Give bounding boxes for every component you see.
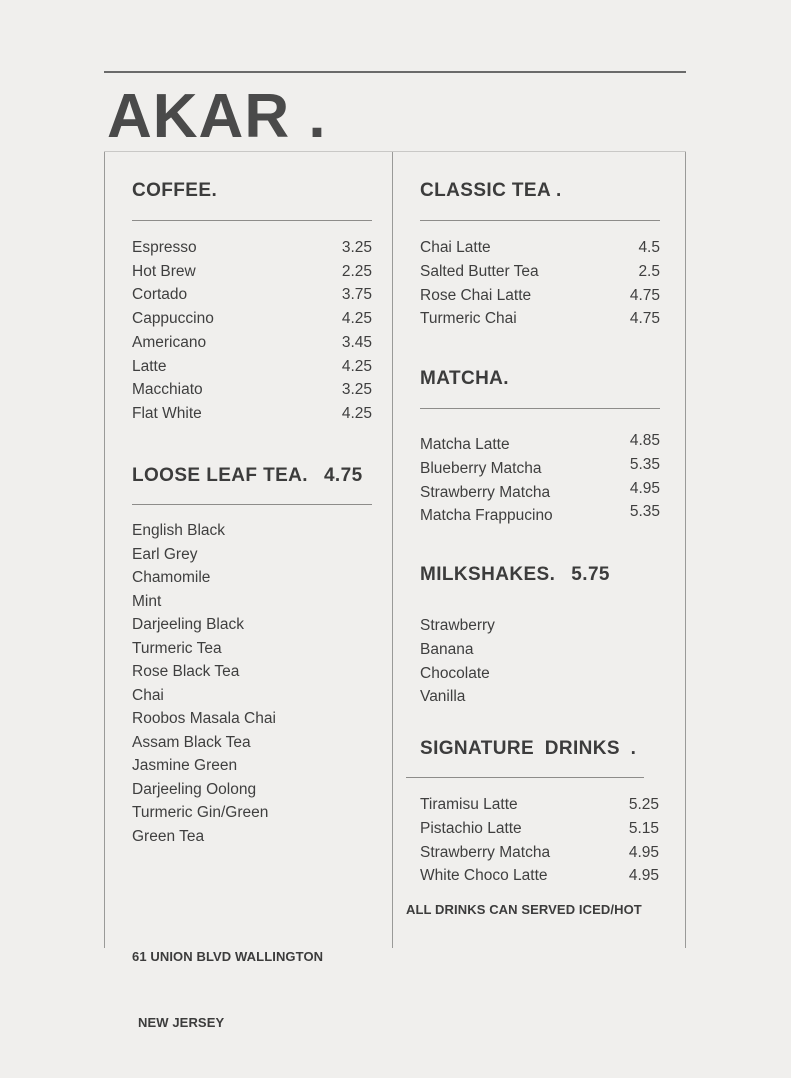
item-list-classic-tea: [420, 236, 660, 331]
item-name: Mint: [132, 592, 162, 610]
item-name: Chocolate: [420, 664, 490, 682]
item-name: Tiramisu Latte: [420, 796, 518, 813]
brand-title: AKAR .: [107, 82, 327, 151]
section-title: SIGNATURE DRINKS .: [420, 738, 637, 759]
item-price: 4.75: [629, 286, 660, 304]
item-name: Banana: [420, 640, 474, 658]
menu-item: [132, 754, 372, 778]
item-name: Cortado: [132, 286, 188, 304]
menu-item: [420, 841, 659, 865]
item-name: Blueberry Matcha: [420, 459, 542, 477]
menu-item: [132, 331, 372, 355]
section-heading-matcha: [420, 368, 660, 390]
menu-item: [132, 801, 372, 825]
section-underline: [420, 408, 660, 409]
item-list-coffee: [132, 236, 372, 426]
menu-item: [132, 236, 372, 260]
item-list-matcha: [420, 433, 660, 528]
item-price: 3.75: [341, 286, 372, 304]
item-name: Strawberry Matcha: [420, 843, 551, 861]
section-heading-classic-tea: [420, 180, 660, 202]
menu-item: [420, 260, 660, 284]
item-price: 5.15: [628, 819, 659, 837]
item-name: Macchiato: [132, 381, 203, 399]
menu-item: [420, 284, 660, 308]
item-name: Roobos Masala Chai: [132, 710, 276, 727]
menu-item: [132, 402, 372, 426]
section-classic-tea: [420, 180, 660, 331]
item-name: Chai: [132, 686, 164, 704]
item-name: Darjeeling Black: [132, 616, 244, 633]
footer-address: [132, 902, 323, 1078]
section-signature-drinks: [406, 738, 659, 888]
menu-item: [132, 307, 372, 331]
item-name: English Black: [132, 522, 226, 539]
menu-item: [420, 685, 660, 709]
section-loose-leaf-tea: [132, 465, 372, 848]
menu-item: [420, 793, 659, 817]
item-name: Green Tea: [132, 827, 205, 845]
menu-item: [132, 566, 372, 590]
menu-item: [132, 684, 372, 708]
menu-item: [420, 864, 659, 888]
menu-item: [132, 378, 372, 402]
menu-item: [420, 307, 660, 331]
item-name: Hot Brew: [132, 262, 196, 280]
section-underline: [420, 220, 660, 221]
item-price: 3.45: [341, 333, 372, 351]
item-name: Cappuccino: [132, 310, 214, 328]
menu-item: [420, 638, 660, 662]
item-price: 5.25: [628, 796, 659, 813]
menu-item: [132, 613, 372, 637]
section-heading-signature-drinks: [420, 738, 659, 760]
section-price: 5.75: [571, 564, 610, 585]
item-name: Turmeric Tea: [132, 639, 222, 657]
item-name: Darjeeling Oolong: [132, 780, 257, 798]
masthead-bottom-rule: [104, 151, 686, 152]
section-heading-coffee: [132, 180, 372, 202]
item-price: 3.25: [341, 239, 372, 256]
menu-item: [420, 481, 660, 505]
item-price: 3.25: [341, 381, 372, 399]
item-name: Chai Latte: [420, 239, 491, 256]
item-price: 4.5: [638, 239, 660, 256]
item-name: Flat White: [132, 404, 202, 422]
item-name: Pistachio Latte: [420, 819, 522, 837]
menu-item: [420, 236, 660, 260]
menu-item: [420, 614, 660, 638]
menu-item: [420, 817, 659, 841]
menu-item: [132, 283, 372, 307]
item-price: 4.75: [629, 310, 660, 328]
item-list-milkshakes: [420, 614, 660, 709]
menu-item: [132, 660, 372, 684]
item-name: Rose Black Tea: [132, 663, 240, 680]
section-title: MILKSHAKES.: [420, 564, 556, 585]
section-title: LOOSE LEAF TEA.: [132, 465, 308, 486]
item-name: Chamomile: [132, 569, 211, 586]
menu-item: [420, 457, 660, 481]
item-name: Salted Butter Tea: [420, 262, 539, 280]
section-heading-loose-leaf-tea: [132, 465, 372, 487]
section-heading-milkshakes: [420, 564, 660, 586]
menu-item: [420, 433, 660, 457]
section-coffee: [132, 180, 372, 426]
masthead-top-rule: [104, 71, 686, 73]
item-price: 2.25: [341, 262, 372, 280]
item-price: 4.95: [628, 867, 659, 885]
item-price: 4.95: [629, 479, 660, 497]
section-title: MATCHA.: [420, 368, 509, 389]
item-name: Strawberry: [420, 617, 495, 634]
menu-item: [132, 590, 372, 614]
item-name: Espresso: [132, 239, 197, 256]
item-price: 2.5: [638, 262, 660, 280]
menu-item: [132, 543, 372, 567]
item-name: Rose Chai Latte: [420, 286, 532, 304]
item-name: Earl Grey: [132, 545, 198, 563]
item-name: Strawberry Matcha: [420, 483, 551, 501]
frame-border-middle: [392, 152, 393, 948]
masthead: [104, 71, 686, 151]
address-line-2: NEW JERSEY: [138, 1015, 225, 1030]
item-name: Vanilla: [420, 688, 466, 706]
menu-item: [420, 662, 660, 686]
section-underline: [132, 504, 372, 505]
item-name: Turmeric Chai: [420, 310, 517, 328]
item-name: Matcha Frappucino: [420, 507, 553, 525]
item-name: Jasmine Green: [132, 757, 238, 774]
item-name: Matcha Latte: [420, 436, 510, 453]
section-milkshakes: [420, 564, 660, 709]
menu-item: [132, 637, 372, 661]
menu-item: [132, 519, 372, 543]
menu-item: [132, 825, 372, 849]
menu-item: [132, 260, 372, 284]
item-price: 4.25: [341, 310, 372, 328]
section-matcha: [420, 368, 660, 528]
section-underline: [132, 220, 372, 221]
item-name: White Choco Latte: [420, 867, 548, 885]
frame-border-right: [685, 152, 686, 948]
item-price: 5.35: [629, 503, 660, 521]
item-price: 4.25: [341, 357, 372, 375]
address-line-1: 61 UNION BLVD WALLINGTON: [132, 949, 324, 964]
item-name: Turmeric Gin/Green: [132, 804, 269, 821]
item-name: Latte: [132, 357, 167, 375]
menu-item: [132, 778, 372, 802]
menu-item: [132, 707, 372, 731]
footer-note: ALL DRINKS CAN SERVED ICED/HOT: [406, 902, 642, 917]
item-list-signature-drinks: [420, 793, 659, 888]
item-price: 4.95: [628, 843, 659, 861]
item-price: 4.25: [341, 404, 372, 422]
section-title: CLASSIC TEA .: [420, 180, 562, 201]
section-price: 4.75: [323, 465, 363, 486]
section-title: COFFEE.: [132, 180, 218, 201]
menu-item: [132, 355, 372, 379]
item-name: Assam Black Tea: [132, 733, 251, 751]
item-price: 4.85: [629, 432, 660, 449]
section-underline: [406, 777, 644, 778]
frame-border-left: [104, 152, 105, 948]
item-list-loose-leaf-tea: [132, 519, 372, 848]
menu-item: [132, 731, 372, 755]
menu-item: [420, 504, 660, 528]
item-price: 5.35: [629, 455, 660, 473]
item-name: Americano: [132, 333, 207, 351]
